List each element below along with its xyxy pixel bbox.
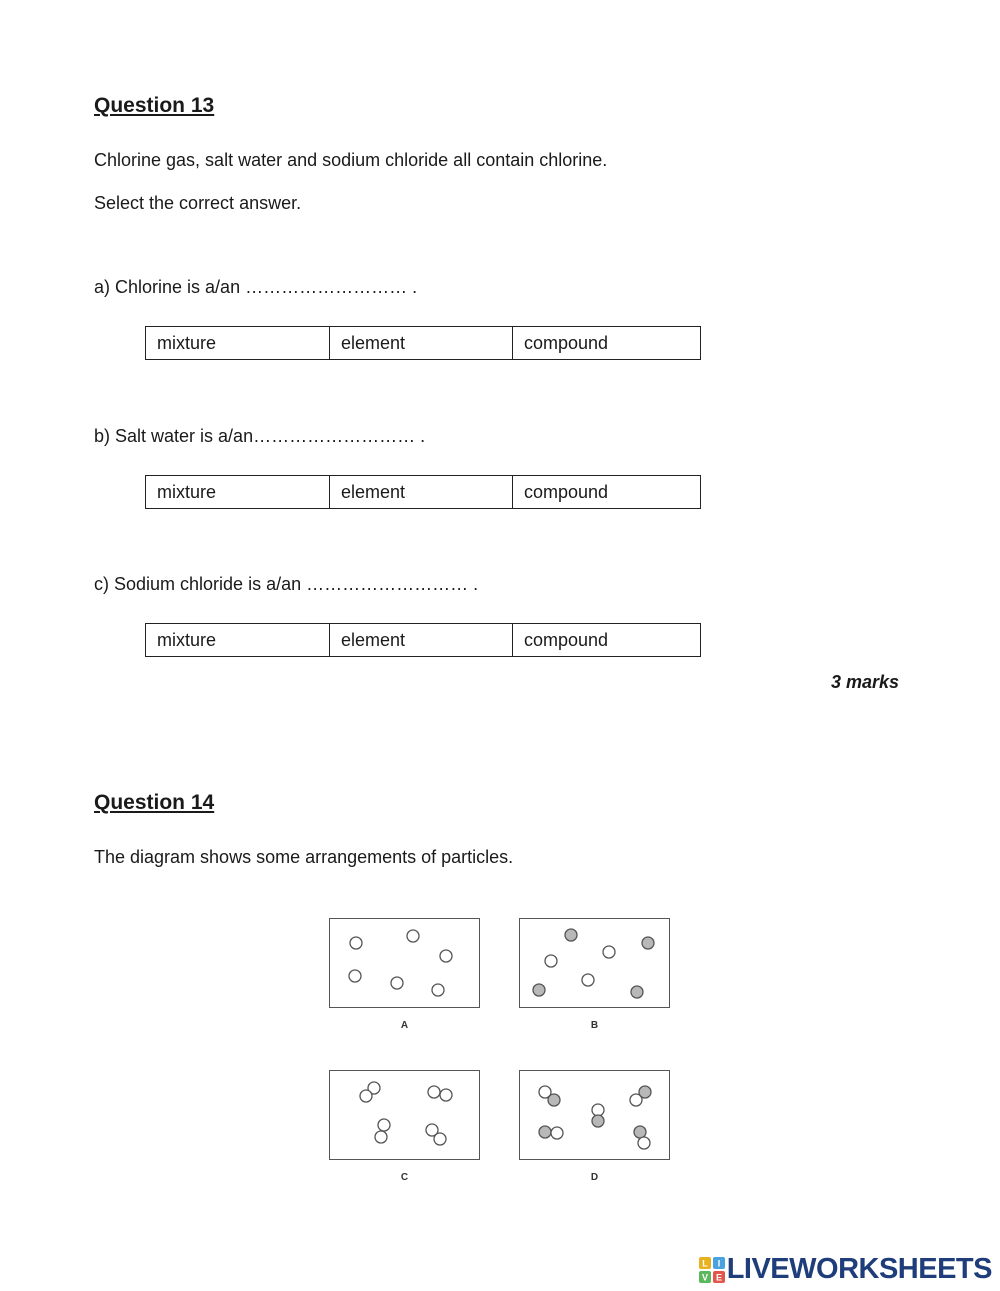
box-c-particles [330, 1071, 478, 1158]
particle [545, 955, 557, 967]
particle [407, 930, 419, 942]
logo-badge-letter: V [701, 1272, 708, 1282]
question-13-intro: Chlorine gas, salt water and sodium chloride all contain chlorine. [94, 150, 608, 170]
particle [428, 1086, 440, 1098]
diagram-label-d: D [590, 1172, 599, 1183]
particle [440, 950, 452, 962]
part-a-prompt: a) Chlorine is a/an ……………………… . [94, 277, 418, 297]
logo-text: LIVEWORKSHEETS [726, 1253, 992, 1285]
diagram-box-d [519, 1070, 670, 1160]
part-a-option-compound[interactable]: compound [512, 327, 702, 359]
part-b-option-compound[interactable]: compound [512, 476, 702, 508]
particle-grey [548, 1094, 560, 1106]
part-a-option-mixture[interactable]: mixture [157, 333, 217, 353]
particle-grey [592, 1115, 604, 1127]
part-a-option-element[interactable]: element [329, 327, 512, 359]
diagram-label-b: B [590, 1020, 599, 1031]
box-b-particles [520, 919, 668, 1006]
part-b-options [145, 475, 701, 509]
question-13-instruction: Select the correct answer. [94, 193, 302, 213]
box-a-particles [330, 919, 478, 1006]
diagram-label-c: C [400, 1172, 409, 1183]
particle-grey [565, 929, 577, 941]
part-c-option-mixture[interactable]: mixture [157, 630, 217, 650]
part-b-prompt: b) Salt water is a/an……………………… . [94, 426, 426, 446]
part-c-option-compound[interactable]: compound [512, 624, 702, 656]
particle [603, 946, 615, 958]
particle [582, 974, 594, 986]
question-13-title: Question 13 [94, 94, 215, 117]
particle [551, 1127, 563, 1139]
part-c-option-element[interactable]: element [329, 624, 512, 656]
part-c-prompt: c) Sodium chloride is a/an ……………………… . [94, 574, 479, 594]
particle [630, 1094, 642, 1106]
part-a-options [145, 326, 701, 360]
diagram-label-a: A [400, 1020, 409, 1031]
marks-label: 3 marks [830, 672, 899, 692]
particle-grey [539, 1126, 551, 1138]
particle-grey [634, 1126, 646, 1138]
particle [638, 1137, 650, 1149]
part-c-options [145, 623, 701, 657]
diagram-box-c [329, 1070, 480, 1160]
logo-badge-letter: E [715, 1272, 722, 1282]
diagram-box-b [519, 918, 670, 1008]
part-b-option-element[interactable]: element [329, 476, 512, 508]
particle [432, 984, 444, 996]
particle [375, 1131, 387, 1143]
particle [391, 977, 403, 989]
part-b-option-mixture[interactable]: mixture [157, 482, 217, 502]
logo-badge-letter: I [717, 1258, 720, 1268]
particle [350, 937, 362, 949]
particle-grey [639, 1086, 651, 1098]
particle [360, 1090, 372, 1102]
particle [434, 1133, 446, 1145]
particle [426, 1124, 438, 1136]
question-14-intro: The diagram shows some arrangements of particles. [94, 847, 514, 867]
particle-grey [642, 937, 654, 949]
particle [368, 1082, 380, 1094]
particle [440, 1089, 452, 1101]
question-14-title: Question 14 [94, 791, 215, 814]
particle-grey [631, 986, 643, 998]
particle [592, 1104, 604, 1116]
logo-badge-icon [699, 1257, 725, 1283]
particle [349, 970, 361, 982]
diagram-box-a [329, 918, 480, 1008]
liveworksheets-logo [699, 1253, 992, 1286]
particle [539, 1086, 551, 1098]
particle [378, 1119, 390, 1131]
logo-badge-letter: L [701, 1258, 708, 1268]
particle-grey [533, 984, 545, 996]
box-d-particles [520, 1071, 668, 1158]
